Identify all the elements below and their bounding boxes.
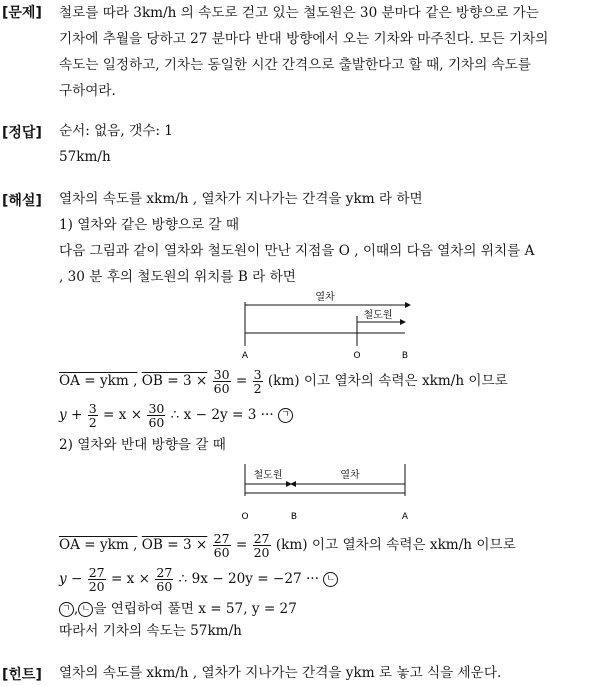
point-a-label: A [401, 512, 409, 522]
train-arrowhead [290, 481, 296, 487]
diagram-opposite-direction [230, 460, 420, 524]
eq-text: = [235, 537, 248, 553]
eq-text: OB = 3 × [141, 537, 208, 553]
case1-eq2 [59, 402, 584, 434]
eq-text: OA = ykm , [59, 373, 138, 389]
eq-text: ∴ 9x − 20y = −27 ··· [178, 571, 319, 587]
denominator: 60 [148, 415, 165, 430]
fraction [253, 532, 271, 559]
hint-line: 열차의 속도를 xkm/h , 열차가 지나가는 간격을 ykm 로 놓고 식을 세운다. [59, 665, 502, 681]
problem-line: 속도는 일정하고, 기차는 동일한 시간 간격으로 출발한다고 할 때, 기차의 속도를 [59, 57, 532, 73]
circle-label: ㄱ [278, 408, 293, 423]
fraction [147, 402, 165, 429]
problem-line: 철로를 따라 3km/h 의 속도로 걷고 있는 철도원은 30 분마다 같은 방향으로 가는 [59, 5, 539, 21]
conclusion: 따라서 기차의 속도는 57km/h [59, 623, 242, 639]
numerator: 30 [148, 401, 165, 416]
case1-text: , 30 분 후의 철도원의 위치를 B 라 하면 [59, 269, 296, 285]
solution-tag: [해설] [2, 193, 42, 209]
point-b-label: B [401, 351, 409, 361]
answer-order-count: 순서: 없음, 갯수: 1 [59, 123, 173, 139]
numerator: 30 [213, 367, 230, 382]
eq-text: OB = 3 × [141, 373, 208, 389]
case2-title: 2) 열차와 반대 방향을 갈 때 [59, 437, 226, 453]
hint-tag: [힌트] [2, 667, 42, 683]
solution-intro: 열차의 속도를 xkm/h , 열차가 지나가는 간격을 ykm 라 하면 [59, 191, 423, 207]
answer-text [59, 118, 584, 170]
combine-text: 을 연립하여 풀면 x = 57, y = 27 [93, 601, 297, 617]
walker-arrowhead [400, 319, 406, 325]
eq-text: (km) 이고 열차의 속력은 xkm/h 이므로 [267, 373, 508, 389]
case1-title: 1) 열차와 같은 방향으로 갈 때 [59, 217, 240, 233]
eq-text: y + [59, 407, 83, 423]
walker-label: 철도원 [253, 470, 283, 481]
diagram-same-direction [230, 290, 420, 364]
fraction [155, 566, 173, 593]
numerator: 27 [253, 531, 270, 546]
eq-text: = [235, 373, 248, 389]
answer-value: 57km/h [59, 149, 111, 165]
case2-equations [59, 532, 584, 642]
problem-line: 구하여라. [59, 83, 116, 99]
eq-text: ∴ x − 2y = 3 ··· [170, 407, 274, 423]
train-arrowhead [405, 302, 411, 308]
combine-line: ㄱ , ㄴ 을 연립하여 풀면 x = 57, y = 27 [59, 598, 584, 620]
case2-eq1 [59, 532, 584, 562]
case1-equations [59, 368, 584, 456]
denominator: 2 [253, 381, 262, 396]
numerator: 27 [156, 565, 173, 580]
case1-eq1 [59, 368, 584, 398]
fraction [88, 402, 98, 429]
point-a-label: A [241, 351, 249, 361]
walker-label: 철도원 [363, 310, 393, 321]
fraction [213, 368, 231, 395]
numerator: 3 [253, 367, 262, 382]
train-label: 열차 [340, 470, 360, 481]
train-label: 열차 [315, 292, 335, 303]
eq-text: OA = ykm , [59, 537, 138, 553]
problem-line: 기차에 추월을 당하고 27 분마다 반대 방향에서 오는 기차와 마주친다. 모든 기차의 [59, 31, 549, 47]
denominator: 2 [88, 415, 97, 430]
answer-tag: [정답] [2, 125, 42, 141]
numerator: 27 [88, 565, 105, 580]
circle-label: ㄴ [323, 572, 338, 587]
circle-label: ㄴ [78, 602, 93, 617]
denominator: 20 [88, 579, 105, 594]
fraction [88, 566, 106, 593]
denominator: 60 [156, 579, 173, 594]
point-o-label: O [353, 351, 361, 361]
case1-text: 다음 그림과 같이 열차와 철도원이 만난 지점을 O , 이때의 다음 열차의 위치를 A [59, 243, 535, 259]
eq-text: y − [59, 571, 83, 587]
denominator: 20 [253, 545, 270, 560]
fraction [253, 368, 263, 395]
circle-label: ㄱ [59, 602, 74, 617]
problem-tag: [문제] [2, 5, 42, 21]
solution-text [59, 186, 584, 290]
case2-eq2 [59, 566, 584, 598]
denominator: 60 [213, 545, 230, 560]
eq-text: (km) 이고 열차의 속력은 xkm/h 이므로 [275, 537, 516, 553]
point-o-label: O [241, 512, 249, 522]
problem-text [59, 0, 584, 104]
numerator: 27 [213, 531, 230, 546]
point-b-label: B [290, 512, 298, 522]
hint-text [59, 660, 584, 686]
eq-text: = x × [110, 571, 151, 587]
fraction [213, 532, 231, 559]
denominator: 60 [213, 381, 230, 396]
eq-text: = x × [103, 407, 143, 423]
numerator: 3 [88, 401, 97, 416]
